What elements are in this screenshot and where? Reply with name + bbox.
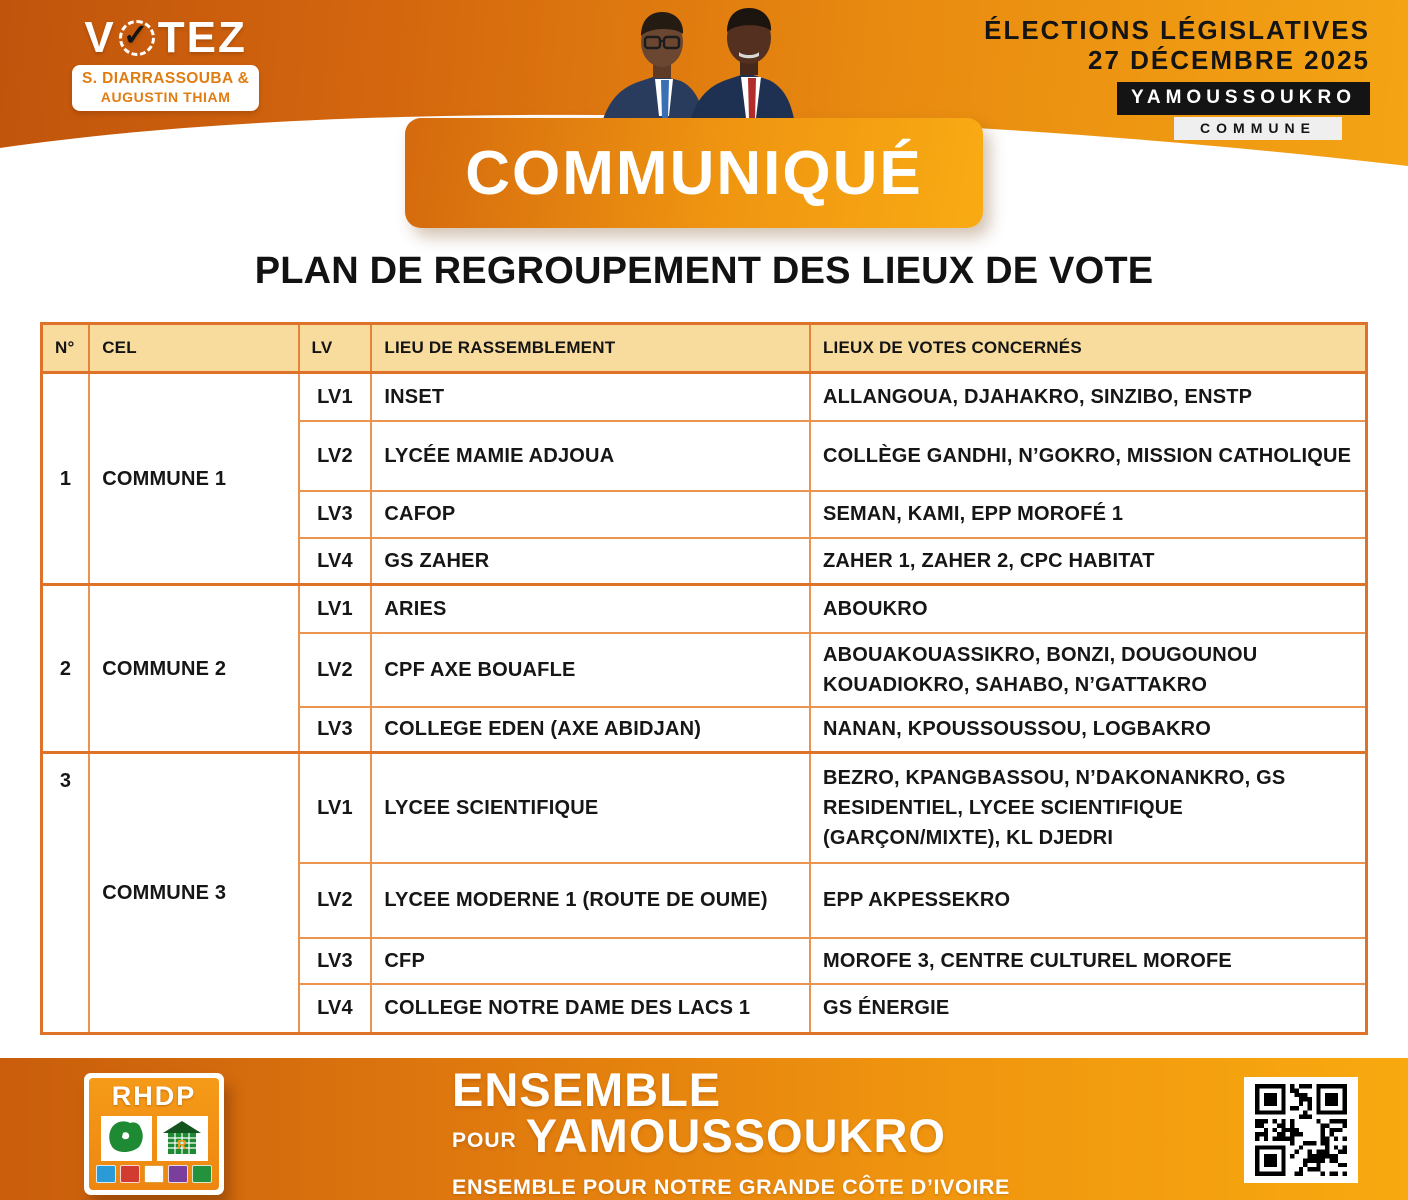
cell-lieu: LYCÉE MAMIE ADJOUA xyxy=(371,421,810,491)
cell-lieu: CAFOP xyxy=(371,491,810,538)
cell-lieux: ABOUKRO xyxy=(810,585,1367,633)
votez-logo xyxy=(72,13,259,111)
cell-lv: LV2 xyxy=(299,863,372,938)
cell-lv: LV4 xyxy=(299,538,372,585)
cell-lieu: COLLEGE NOTRE DAME DES LACS 1 xyxy=(371,984,810,1034)
cell-lieu: CPF AXE BOUAFLE xyxy=(371,633,810,707)
cell-lv: LV2 xyxy=(299,421,372,491)
cell-lieu: ARIES xyxy=(371,585,810,633)
slogan-city: YAMOUSSOUKRO xyxy=(525,1108,946,1162)
rhdp-emblems xyxy=(101,1116,208,1161)
slogan-ensemble: ENSEMBLE xyxy=(452,1063,722,1116)
civ-map-icon xyxy=(101,1116,152,1161)
rhdp-logo-inner xyxy=(89,1078,219,1190)
header-lieu: LIEU DE RASSEMBLEMENT xyxy=(371,324,810,373)
cell-lv: LV3 xyxy=(299,491,372,538)
cell-lieux: NANAN, KPOUSSOUSSOU, LOGBAKRO xyxy=(810,707,1367,753)
cell-lieu: LYCEE MODERNE 1 (ROUTE DE OUME) xyxy=(371,863,810,938)
table-header-row xyxy=(42,324,1367,373)
communique-title: COMMUNIQUÉ xyxy=(465,138,923,208)
table-body xyxy=(42,373,1367,1034)
cell-lieux: EPP AKPESSEKRO xyxy=(810,863,1367,938)
slogan-tagline: ENSEMBLE POUR NOTRE GRANDE CÔTE D’IVOIRE xyxy=(452,1174,1010,1199)
votez-word xyxy=(72,13,259,62)
table-row xyxy=(42,373,1367,421)
cell-num: 1 xyxy=(42,373,90,585)
elections-title: ÉLECTIONS LÉGISLATIVES xyxy=(984,15,1370,45)
votez-tez: TEZ xyxy=(157,13,247,62)
cell-lieu: CFP xyxy=(371,938,810,984)
cell-num: 2 xyxy=(42,585,90,753)
rhdp-party-logos xyxy=(96,1165,212,1183)
vote-table-wrap xyxy=(40,322,1368,1035)
elections-date: 27 DÉCEMBRE 2025 xyxy=(1088,44,1370,75)
cell-lieu: GS ZAHER xyxy=(371,538,810,585)
cell-lv: LV4 xyxy=(299,984,372,1034)
party-logo-icon xyxy=(192,1165,212,1183)
city-bar: YAMOUSSOUKRO xyxy=(1117,82,1370,115)
party-logo-icon xyxy=(168,1165,188,1183)
cell-lieu: INSET xyxy=(371,373,810,421)
cell-lieux: ABOUAKOUASSIKRO, BONZI, DOUGOUNOU KOUADIOKRO, SAHABO, N’GATTAKRO xyxy=(810,633,1367,707)
table-row xyxy=(42,585,1367,633)
candidate-names-box xyxy=(72,65,259,111)
communique-banner xyxy=(405,118,983,228)
cell-lv: LV1 xyxy=(299,373,372,421)
cell-lieux: ALLANGOUA, DJAHAKRO, SINZIBO, ENSTP xyxy=(810,373,1367,421)
header-num: N° xyxy=(42,324,90,373)
cell-lieux: SEMAN, KAMI, EPP MOROFÉ 1 xyxy=(810,491,1367,538)
slogan-city-line xyxy=(452,1108,1010,1162)
cell-cel: COMMUNE 2 xyxy=(89,585,298,753)
qr-code-canvas xyxy=(1255,1084,1347,1176)
cell-lv: LV3 xyxy=(299,938,372,984)
cell-lieu: LYCEE SCIENTIFIQUE xyxy=(371,753,810,863)
cell-lieux: ZAHER 1, ZAHER 2, CPC HABITAT xyxy=(810,538,1367,585)
party-logo-icon xyxy=(144,1165,164,1183)
check-icon: ✓ xyxy=(123,19,151,52)
commune-bar: COMMUNE xyxy=(1174,117,1342,140)
vote-table xyxy=(40,322,1368,1035)
cell-lieux: BEZRO, KPANGBASSOU, N’DAKONANKRO, GS RESIDENTIEL, LYCEE SCIENTIFIQUE (GARÇON/MIXTE), KL DJEDRI xyxy=(810,753,1367,863)
header-lieux: LIEUX DE VOTES CONCERNÉS xyxy=(810,324,1367,373)
vote-circle-icon xyxy=(119,20,155,56)
cell-lv: LV1 xyxy=(299,753,372,863)
cell-cel: COMMUNE 1 xyxy=(89,373,298,585)
page-title: PLAN DE REGROUPEMENT DES LIEUX DE VOTE xyxy=(254,250,1154,292)
table-row xyxy=(42,753,1367,863)
cell-lieux: COLLÈGE GANDHI, N’GOKRO, MISSION CATHOLIQUE xyxy=(810,421,1367,491)
cell-lieux: MOROFE 3, CENTRE CULTUREL MOROFE xyxy=(810,938,1367,984)
cell-lv: LV1 xyxy=(299,585,372,633)
cell-lv: LV3 xyxy=(299,707,372,753)
footer-band xyxy=(0,1058,1408,1200)
cell-cel: COMMUNE 3 xyxy=(89,753,298,1034)
candidate-name-2: AUGUSTIN THIAM xyxy=(100,89,231,105)
rhdp-label: RHDP xyxy=(111,1081,197,1111)
cell-lv: LV2 xyxy=(299,633,372,707)
cell-lieux: GS ÉNERGIE xyxy=(810,984,1367,1034)
cell-num: 3 xyxy=(42,753,90,1034)
rhdp-logo xyxy=(84,1073,224,1195)
header-lv: LV xyxy=(299,324,372,373)
cell-lieu: COLLEGE EDEN (AXE ABIDJAN) xyxy=(371,707,810,753)
header-cel: CEL xyxy=(89,324,298,373)
votez-v: V xyxy=(84,13,116,62)
elections-block xyxy=(984,16,1370,140)
slogan-block xyxy=(452,1063,1010,1200)
candidate-name-1: S. DIARRASSOUBA & xyxy=(82,70,250,87)
slogan-pour: POUR xyxy=(452,1128,517,1152)
svg-text:R: R xyxy=(177,1137,187,1153)
house-icon xyxy=(157,1116,208,1161)
party-logo-icon xyxy=(96,1165,116,1183)
party-logo-icon xyxy=(120,1165,140,1183)
qr-code xyxy=(1244,1077,1358,1183)
